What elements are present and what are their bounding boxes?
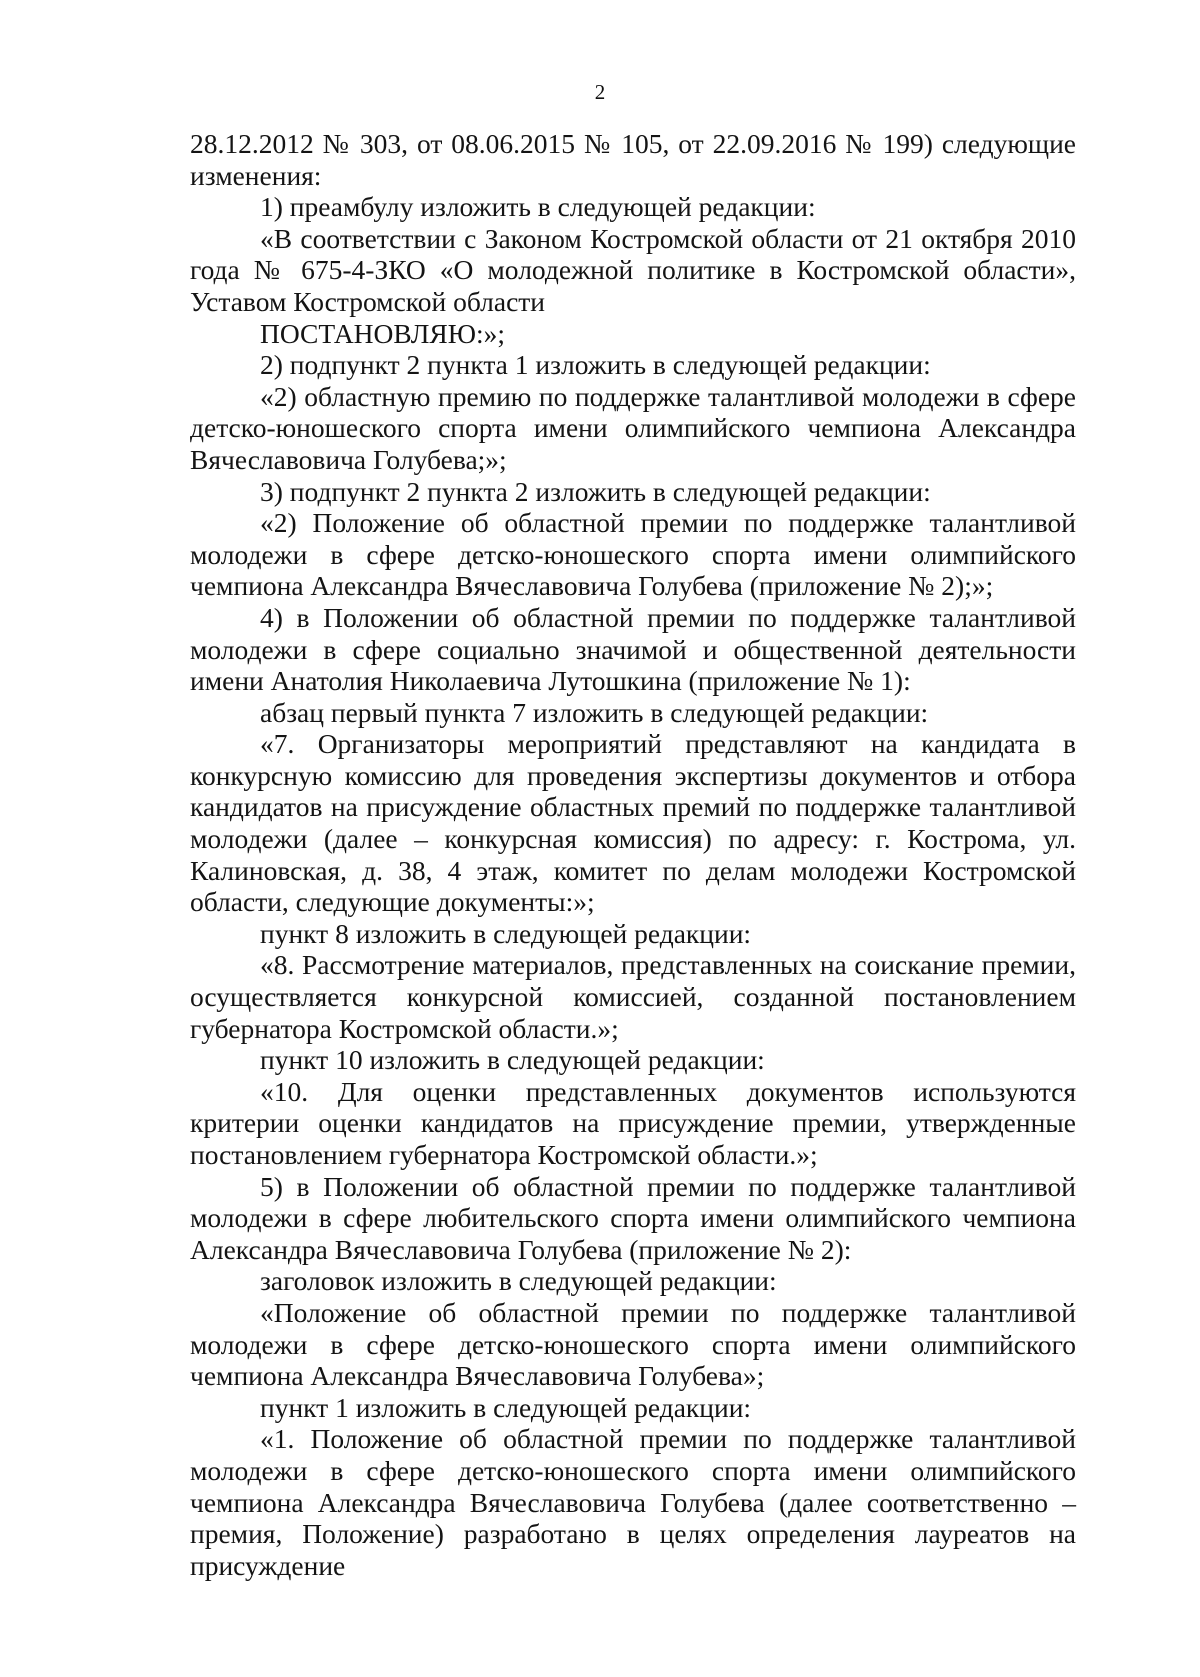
paragraph-clause-7-quote: «7. Организаторы мероприятий представляют на кандидата в конкурсную комиссию для проведения экспертизы документов и отбора кандидатов на присуждение областных премий по поддержке талантливой молодежи (далее – конкурсная комиссия) по адресу: г. Кострома, ул. Калиновская, д. 38, 4 этаж, комитет по делам молодежи Костромской области, следующие документы:»; — [190, 728, 1076, 918]
paragraph-title-change: заголовок изложить в следующей редакции: — [260, 1265, 777, 1297]
paragraph-item-2: 2) подпункт 2 пункта 1 изложить в следующей редакции: — [260, 349, 931, 381]
paragraph-item-3-quote: «2) Положение об областной премии по поддержке талантливой молодежи в сфере детско-юношеского спорта имени олимпийского чемпиона Александра Вячеславовича Голубева (приложение № 2);»; — [190, 507, 1076, 602]
paragraph-item-5: 5) в Положении об областной премии по поддержке талантливой молодежи в сфере любительского спорта имени олимпийского чемпиона Александра Вячеславовича Голубева (приложение № 2): — [190, 1170, 1076, 1265]
paragraph-decree-word: ПОСТАНОВЛЯЮ:»; — [260, 317, 505, 349]
paragraph-preamble-quote: «В соответствии с Законом Костромской области от 21 октября 2010 года № 675-4-ЗКО «О молодежной политике в Костромской области», Уставом Костромской области — [190, 222, 1076, 317]
paragraph-clause-10: пункт 10 изложить в следующей редакции: — [260, 1044, 765, 1076]
paragraph-item-4: 4) в Положении об областной премии по поддержке талантливой молодежи в сфере социально значимой и общественной деятельности имени Анатолия Николаевича Лутошкина (приложение № 1): — [190, 601, 1076, 697]
paragraph-item-1: 1) преамбулу изложить в следующей редакции: — [260, 191, 816, 223]
paragraph-continuation: 28.12.2012 № 303, от 08.06.2015 № 105, от 22.09.2016 № 199) следующие изменения: — [190, 128, 1076, 191]
page-number: 2 — [594, 80, 606, 104]
paragraph-clause-8-quote: «8. Рассмотрение материалов, представленных на соискание премии, осуществляется конкурсной комиссией, созданной постановлением губернатора Костромской области.»; — [190, 949, 1076, 1044]
paragraph-clause-10-quote: «10. Для оценки представленных документов используются критерии оценки кандидатов на присуждение премии, утвержденные постановлением губернатора Костромской области.»; — [190, 1075, 1076, 1170]
paragraph-item-3: 3) подпункт 2 пункта 2 изложить в следующей редакции: — [260, 475, 931, 507]
paragraph-clause-1-quote: «1. Положение об областной премии по поддержке талантливой молодежи в сфере детско-юношеского спорта имени олимпийского чемпиона Александра Вячеславовича Голубева (далее соответственно – премия, Положение) разработано в целях определения лауреатов на присуждение — [190, 1423, 1076, 1581]
paragraph-clause-1: пункт 1 изложить в следующей редакции: — [260, 1391, 752, 1423]
paragraph-clause-8: пункт 8 изложить в следующей редакции: — [260, 917, 752, 949]
paragraph-item-2-quote: «2) областную премию по поддержке талантливой молодежи в сфере детско-юношеского спорта имени олимпийского чемпиона Александра Вячеславовича Голубева;»; — [190, 380, 1076, 475]
paragraph-title-quote: «Положение об областной премии по поддержке талантливой молодежи в сфере детско-юношеского спорта имени олимпийского чемпиона Александра Вячеславовича Голубева»; — [190, 1296, 1076, 1392]
document-body — [190, 128, 1076, 1581]
paragraph-item-4-clause-7: абзац первый пункта 7 изложить в следующей редакции: — [260, 696, 929, 728]
